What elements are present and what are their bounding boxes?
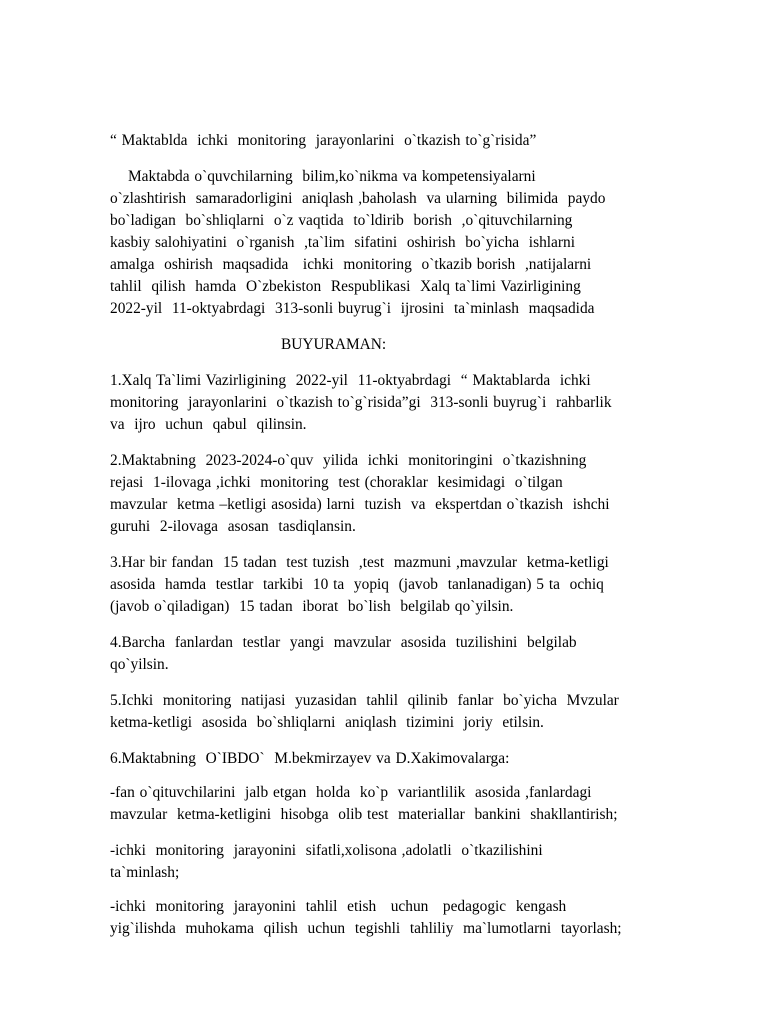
document-title: “ Maktablda ichki monitoring jarayonlarini o`tkazish to`g`risida” (110, 132, 537, 149)
item5-line: ketma-ketligi asosida bo`shliqlarni aniqlash tizimini joriy etilsin. (110, 714, 544, 731)
intro-line: tahlil qilish hamda O`zbekiston Respublikasi Xalq ta`limi Vazirligining (110, 278, 581, 295)
intro-line: amalga oshirish maqsadida ichki monitoring o`tkazib borish ,natijalarni (110, 256, 592, 273)
item3-line: 3.Har bir fandan 15 tadan test tuzish ,test mazmuni ,mavzular ketma-ketligi (110, 554, 609, 571)
sub1-line: -fan o`qituvchilarini jalb etgan holda ko`p variantlilik asosida ,fanlardagi (110, 784, 592, 801)
item4-line: qo`yilsin. (110, 656, 169, 673)
item2-line: 2.Maktabning 2023-2024-o`quv yilida ichki monitoringini o`tkazishning (110, 452, 587, 469)
intro-line: bo`ladigan bo`shliqlarni o`z vaqtida to`ldirib borish ,o`qituvchilarning (110, 212, 573, 229)
item2-line: mavzular ketma –ketligi asosida) larni tuzish va ekspertdan o`tkazish ishchi (110, 496, 610, 513)
order-heading: BUYURAMAN: (281, 336, 387, 353)
item2-line: guruhi 2-ilovaga asosan tasdiqlansin. (110, 518, 356, 535)
sub2-line: -ichki monitoring jarayonini sifatli,xolisona ,adolatli o`tkazilishini (110, 842, 543, 859)
item3-line: asosida hamda testlar tarkibi 10 ta yopiq (javob tanlanadigan) 5 ta ochiq (110, 576, 604, 593)
intro-line: o`zlashtirish samaradorligini aniqlash ,baholash va ularning bilimida paydo (110, 190, 606, 207)
sub3-line: -ichki monitoring jarayonini tahlil etish uchun pedagogic kengash (110, 898, 567, 915)
intro-line: Maktabda o`quvchilarning bilim,ko`nikma va kompetensiyalarni (128, 168, 536, 185)
sub2-line: ta`minlash; (110, 864, 180, 881)
intro-line: 2022-yil 11-oktyabrdagi 313-sonli buyrug`i ijrosini ta`minlash maqsadida (110, 300, 595, 317)
sub1-line: mavzular ketma-ketligini hisobga olib test materiallar bankini shakllantirish; (110, 806, 618, 823)
item1-line: monitoring jarayonlarini o`tkazish to`g`risida”gi 313-sonli buyrug`i rahbarlik (110, 394, 612, 411)
item4-line: 4.Barcha fanlardan testlar yangi mavzular asosida tuzilishini belgilab (110, 634, 577, 651)
sub3-line: yig`ilishda muhokama qilish uchun tegishli tahliliy ma`lumotlarni tayorlash; (110, 920, 622, 937)
item2-line: rejasi 1-ilovaga ,ichki monitoring test (choraklar kesimidagi o`tilgan (110, 474, 563, 491)
item5-line: 5.Ichki monitoring natijasi yuzasidan tahlil qilinib fanlar bo`yicha Mvzular (110, 692, 619, 709)
item6-line: 6.Maktabning O`IBDO` M.bekmirzayev va D.Xakimovalarga: (110, 750, 510, 767)
item3-line: (javob o`qiladigan) 15 tadan iborat bo`lish belgilab qo`yilsin. (110, 598, 514, 615)
intro-line: kasbiy salohiyatini o`rganish ,ta`lim sifatini oshirish bo`yicha ishlarni (110, 234, 575, 251)
item1-line: va ijro uchun qabul qilinsin. (110, 416, 307, 433)
item1-line: 1.Xalq Ta`limi Vazirligining 2022-yil 11-oktyabrdagi “ Maktablarda ichki (110, 372, 591, 389)
